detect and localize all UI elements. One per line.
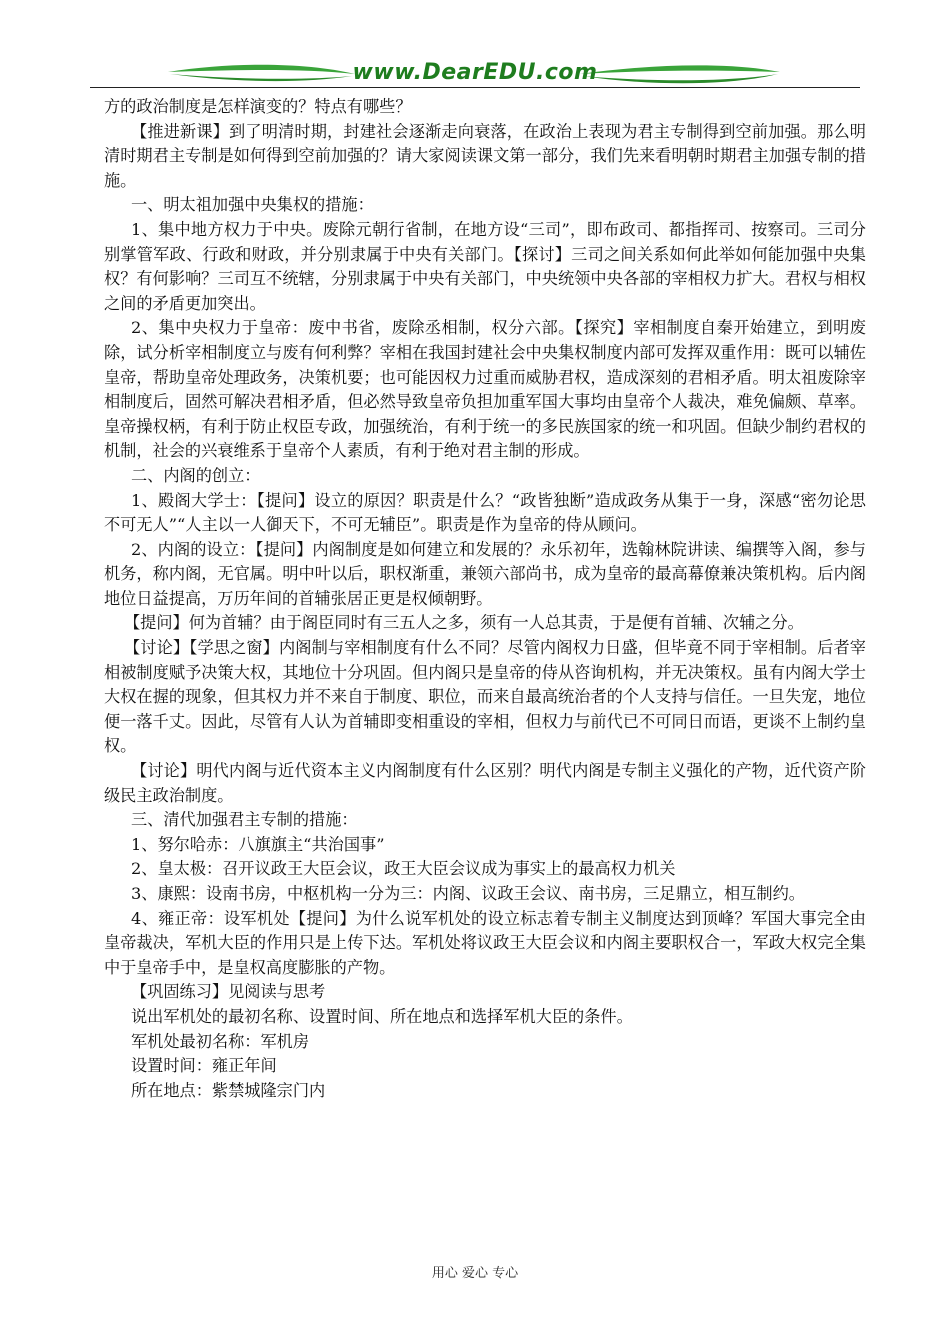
body-paragraph: 1、集中地方权力于中央。废除元朝行省制，在地方设“三司”，即布政司、都指挥司、按察司。三司分别掌管军政、行政和财政，并分别隶属于中央有关部门。【探讨】三司之间关系如何此举如何能加强中央集权？有何影响？三司互不统辖，分别隶属于中央有关部门，中央统领中央各部的宰相权力扩大。君权与相权之间的矛盾更加突出。 [104,219,866,313]
body-paragraph: 1、努尔哈赤：八旗旗主“共治国事” [131,834,385,854]
body-paragraph: 【推进新课】到了明清时期，封建社会逐渐走向衰落，在政治上表现为君主专制得到空前加强。那么明清时期君主专制是如何得到空前加强的？请大家阅读课文第一部分，我们先来看明朝时期君主加强专制的措施。 [104,121,866,190]
body-paragraph: 4、雍正帝：设军机处【提问】为什么说军机处的设立标志着专制主义制度达到顶峰？军国大事完全由皇帝裁决，军机大臣的作用只是上传下达。军机处将议政王大臣会议和内阁主要职权合一，军政大权完全集中于皇帝手中，是皇权高度膨胀的产物。 [104,908,866,977]
header-brand[interactable]: www.DearEDU.com [352,60,598,85]
body-paragraph: 一、明太祖加强中央集权的措施： [131,195,374,215]
body-paragraph: 方的政治制度是怎样演变的？特点有哪些？ [104,97,412,116]
body-paragraph: 二、内阁的创立： [131,465,261,485]
body-paragraph: 【提问】何为首辅？由于阁臣同时有三五人之多，须有一人总其责，于是便有首辅、次辅之分。 [124,613,804,633]
body-paragraph: 2、集中央权力于皇帝：废中书省，废除丞相制，权分六部。【探究】宰相制度自秦开始建立，到明废除，试分析宰相制度立与废有何利弊？宰相在我国封建社会中央集权制度内部可发挥双重作用：既可以辅佐皇帝，帮助皇帝处理政务，决策机要；也可能因权力过重而威胁君权，造成深刻的君相矛盾。明太祖废除宰相制度后，固然可解决君相矛盾，但必然导致皇帝负担加重军国大事均由皇帝个人裁决，难免偏颇、草率。皇帝操权柄，有利于防止权臣专政，加强统治，有利于统一的多民族国家的统一和巩固。但缺少制约君权的机制，社会的兴衰维系于皇帝个人素质，有利于绝对君主制的形成。 [104,318,866,461]
document-body [104,95,866,1103]
body-paragraph: 3、康熙：设南书房，中枢机构一分为三：内阁、议政王会议、南书房，三足鼎立，相互制约。 [131,884,805,903]
body-paragraph: 2、内阁的设立：【提问】内阁制度是如何建立和发展的？永乐初年，选翰林院讲读、编撰等入阁，参与机务，称内阁，无官属。明中叶以后，职权渐重，兼领六部尚书，成为皇帝的最高幕僚兼决策机构。后内阁地位日益提高，万历年间的首辅张居正更是权倾朝野。 [104,539,866,608]
body-paragraph: 【讨论】明代内阁与近代资本主义内阁制度有什么区别？明代内阁是专制主义强化的产物，近代资产阶级民主政治制度。 [104,761,866,805]
header-rule [90,87,860,88]
page-footer: 用心 爱心 专心 [431,1266,519,1281]
body-paragraph: 说出军机处的最初名称、设置时间、所在地点和选择军机大臣的条件。 [131,1006,633,1026]
body-paragraph: 【讨论】【学思之窗】内阁制与宰相制度有什么不同？尽管内阁权力日盛，但毕竟不同于宰相制。后者宰相被制度赋予决策大权，其地位十分巩固。但内阁只是皇帝的侍从咨询机构，并无决策权。虽有内阁大学士大权在握的现象，但其权力并不来自于制度、职位，而来自最高统治者的个人支持与信任。一旦失宠，地位便一落千丈。因此，尽管有人认为首辅即变相重设的宰相，但权力与前代已不可同日而语，更谈不上制约皇权。 [104,638,866,756]
body-paragraph: 三、清代加强君主专制的措施： [131,810,358,830]
page-header [90,58,860,90]
body-paragraph: 设置时间：雍正年间 [131,1056,277,1076]
body-paragraph: 军机处最初名称：军机房 [131,1031,310,1051]
body-paragraph: 1、殿阁大学士：【提问】设立的原因？职责是什么？“政皆独断”造成政务从集于一身，深感“密勿论思不可无人”“人主以一人御天下，不可无辅臣”。职责是作为皇帝的侍从顾问。 [104,490,866,535]
body-paragraph: 所在地点：紫禁城隆宗门内 [131,1080,326,1100]
body-paragraph: 【巩固练习】见阅读与思考 [131,982,326,1002]
body-paragraph: 2、皇太极：召开议政王大臣会议，政王大臣会议成为事实上的最高权力机关 [131,859,676,879]
